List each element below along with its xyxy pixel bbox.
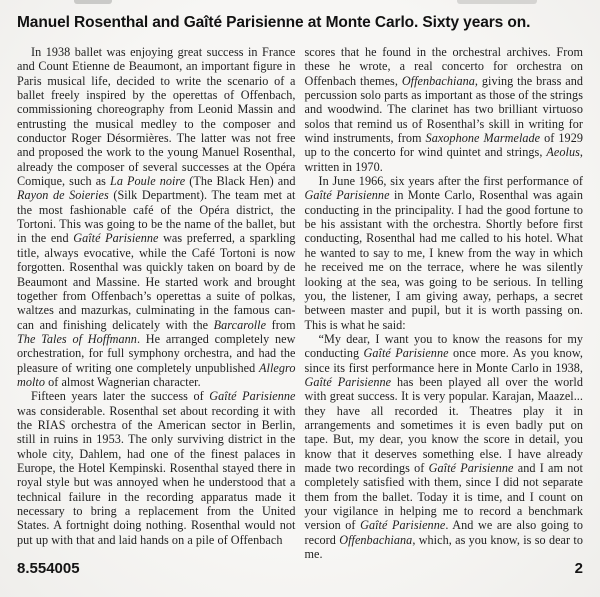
footer xyxy=(17,560,583,577)
paragraph: Fifteen years later the success of Gaîté Parisienne was considerable. Rosenthal set about recording it with the RIAS orchestra of the American sector in Berlin, still in ruins in 1953. The only surviving district in the whole city, Dahlem, had one of the finest palaces in Europe, the Hotel Kempinski. Rosenthal stayed there in royal style but was annoyed when he understood that a technical failure in the recording apparatus made it necessary to bring a replacement from the United States. A fortnight doing nothing. Rosenthal would not put up with that and laid hands on a pile of Offenbach xyxy=(17,389,296,547)
page-number: 2 xyxy=(574,560,583,577)
paragraph: “My dear, I want you to know the reasons for my conducting Gaîté Parisienne once more. As you know, since its first performance here in Monte Carlo in 1938, Gaîté Parisienne has been played all over the world with great success. It is very popular. Karajan, Maazel... they have all recorded it. Theatres play it in arrangements and sometimes it is even badly put on tape. But, my dear, you know the score in detail, you know that it deserves something else. I have already made two recordings of Gaîté Parisienne and I am not completely satisfied with them, since I did not separate them from the ballet. Today it is time, and I count on your vigilance in helping me to record a benchmark version of Gaîté Parisienne. And we are also going to record Offenbachiana, which, as you know, is so dear to me. xyxy=(304,331,583,562)
catalog-number: 8.554005 xyxy=(17,560,80,577)
text-columns xyxy=(17,45,583,561)
scan-artifact-left xyxy=(74,0,112,4)
paragraph: In June 1966, six years after the first performance of Gaîté Parisienne in Monte Carlo, Rosenthal was again conducting in the principality. I had the good fortune to be his assistant with the orchestra. Shortly before first conducting, Rosenthal had me called to his hotel. What he wanted to say to me, I knew from the way in which he received me on the terrace, where he was silently looking at the sea, was going to be serious. In telling you, the listener, I am giving away, perhaps, a secret between master and pupil, but it is worth passing on. This is what he said: xyxy=(304,174,583,332)
page-title: Manuel Rosenthal and Gaîté Parisienne at Monte Carlo. Sixty years on. xyxy=(17,14,531,31)
left-column xyxy=(17,45,296,561)
right-column xyxy=(305,45,584,561)
scan-artifact-right xyxy=(457,0,537,4)
paragraph: In 1938 ballet was enjoying great success in France and Count Etienne de Beaumont, an important figure in Paris musical life, decided to write the scenario of a ballet freely inspired by the operettas of Offenbach, commissioning choreography from Leonid Massin and entrusting the musical medley to the composer and conductor Roger Désormières. The latter was not free and proposed the work to the young Manuel Rosenthal, already the composer of several successes at the Opéra Comique, such as La Poule noire (The Black Hen) and Rayon de Soieries (Silk Department). The team met at the most fashionable café of the Opéra district, the Tortoni. This was going to be the name of the ballet, but in the end Gaîté Parisienne was preferred, a sparkling title, always evocative, while the Café Tortoni is now forgotten. Rosenthal was quickly taken on board by de Beaumont and Massine. He started work and brought together from Offenbach’s operettas a suite of polkas, waltzes and mazurkas, culminating in the famous can-can and finishing delicately with the Barcarolle from The Tales of Hoffmann. He arranged completely new orchestration, for full symphony orchestra, and had the pleasure of writing one completely unpublished Allegro molto of almost Wagnerian character. xyxy=(17,45,296,389)
paragraph: scores that he found in the orchestral archives. From these he wrote, a real concerto for orchestra on Offenbach themes, Offenbachiana, giving the brass and percussion solo parts as important as those of the strings and woodwind. The clarinet has two brilliant virtuoso solos that remind us of Rosenthal’s skill in writing for wind instruments, from Saxophone Marmelade of 1929 up to the concerto for wind quintet and strings, Aeolus, written in 1970. xyxy=(304,45,583,174)
